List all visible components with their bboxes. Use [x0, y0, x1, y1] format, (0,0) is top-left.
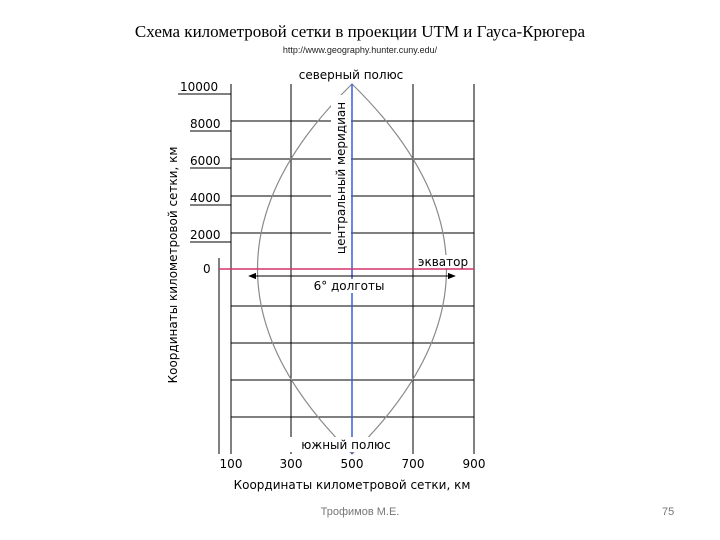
- y-tick-label: 4000: [190, 191, 221, 205]
- y-tick-label: 0: [203, 262, 211, 276]
- x-tick-label: 900: [462, 457, 486, 471]
- y-tick-label: 10000: [180, 80, 219, 94]
- longitude-span-label: 6° долготы: [313, 279, 385, 293]
- x-axis-label: Координаты километровой сетки, км: [233, 478, 471, 492]
- x-tick-label: 500: [340, 457, 364, 471]
- slide-title: Схема километровой сетки в проекции UTM и Гауса-Крюгера: [134, 22, 586, 41]
- south-pole-label: южный полюс: [301, 438, 391, 452]
- author-footer: Трофимов М.Е.: [320, 506, 400, 518]
- source-url: http://www.geography.hunter.cuny.edu/: [282, 45, 438, 55]
- y-tick-label: 2000: [190, 228, 221, 242]
- x-tick-label: 100: [219, 457, 243, 471]
- y-tick-label: 6000: [190, 154, 221, 168]
- north-pole-label: северный полюс: [298, 68, 404, 82]
- y-tick-label: 8000: [190, 117, 221, 131]
- x-tick-label: 700: [401, 457, 425, 471]
- central-meridian-label: центральный меридиан: [334, 101, 348, 255]
- y-axis-label: Координаты километровой сетки, км: [166, 146, 180, 384]
- equator-label: экватор: [417, 255, 469, 269]
- x-tick-label: 300: [279, 457, 303, 471]
- page-number: 75: [662, 506, 675, 518]
